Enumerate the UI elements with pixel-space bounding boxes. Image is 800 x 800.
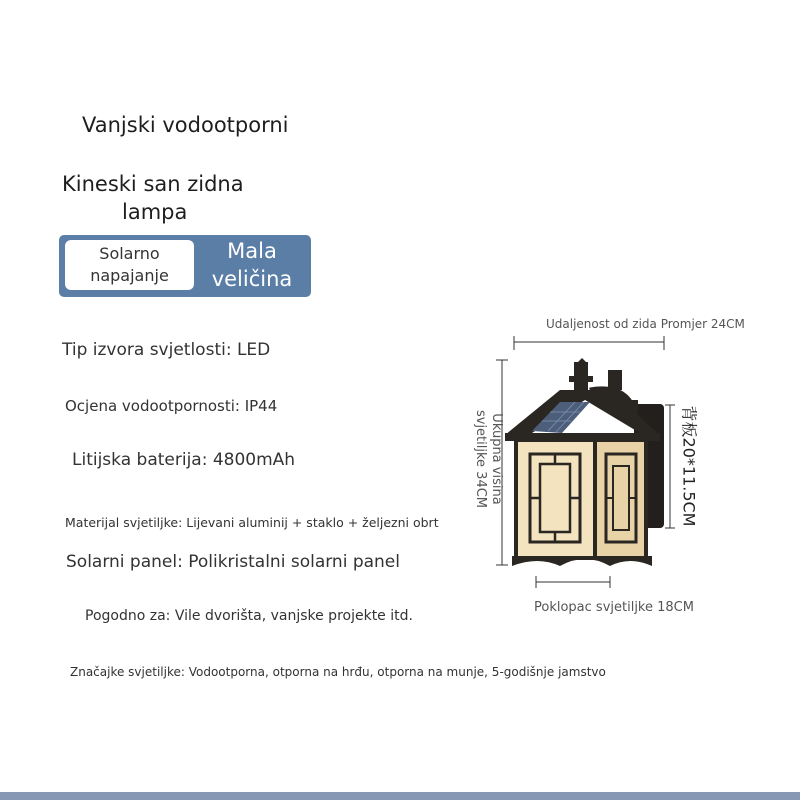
title-line-1: Vanjski vodootporni — [82, 113, 289, 137]
dim-total-height-line1: Ukupna visina — [489, 413, 504, 505]
spec-suitable: Pogodno za: Vile dvorišta, vanjske projekte itd. — [85, 608, 413, 624]
lamp-base — [512, 556, 652, 566]
badge-solar-line1: Solarno — [99, 244, 160, 263]
spec-features: Značajke svjetiljke: Vodootporna, otporna na hrđu, otporna na munje, 5-godišnje jamstvo — [70, 665, 606, 679]
title-line-2b: lampa — [122, 200, 188, 224]
badge-solar-line2: napajanje — [90, 266, 169, 285]
bottom-bar — [0, 792, 800, 800]
badge-small-line1: Mala — [227, 239, 277, 263]
dim-lamp-cover: Poklopac svjetiljke 18CM — [534, 600, 694, 615]
spec-waterproof: Ocjena vodootpornosti: IP44 — [65, 397, 278, 415]
dim-wall-distance: Udaljenost od zida Promjer 24CM — [546, 317, 745, 331]
title-line-2a: Kineski san zidna — [62, 172, 244, 196]
badge-small-line2: veličina — [211, 267, 293, 291]
dim-total-height-line2: svjetiljke 34CM — [473, 409, 488, 509]
dim-total-height — [472, 410, 504, 508]
dim-backplate: 背板20*11.5CM — [679, 405, 699, 527]
spec-light-source: Tip izvora svjetlosti: LED — [62, 340, 271, 360]
spec-material: Materijal svjetiljke: Lijevani aluminij + staklo + željezni obrt — [65, 515, 439, 530]
spec-solar-panel: Solarni panel: Polikristalni solarni panel — [66, 552, 400, 572]
spec-battery: Litijska baterija: 4800mAh — [72, 450, 296, 470]
